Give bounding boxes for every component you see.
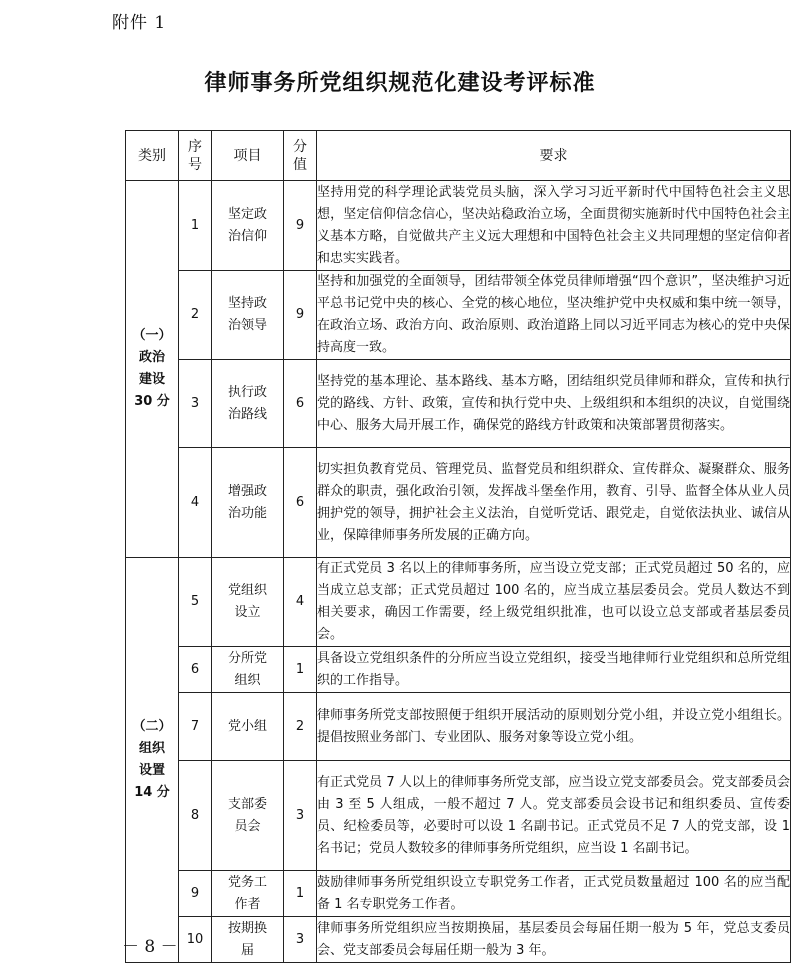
- item-cell: 支部委 员会: [212, 761, 284, 871]
- col-header-item: 项目: [212, 131, 284, 181]
- score-cell: 2: [284, 693, 317, 761]
- category-cell: （一） 政治 建设 30 分: [126, 181, 179, 558]
- table-row: [126, 693, 791, 761]
- table-row: [126, 917, 791, 963]
- seq-cell: 5: [179, 558, 212, 647]
- requirement-cell: 坚持党的基本理论、基本路线、基本方略，团结组织党员律师和群众，宣传和执行党的路线、方针、政策，宣传和执行党中央、上级组织和本组织的决议，自觉围绕中心、服务大局开展工作，确保党的路线方针政策和决策部署贯彻落实。: [317, 360, 791, 448]
- col-header-seq: 序 号: [179, 131, 212, 181]
- score-cell: 1: [284, 871, 317, 917]
- score-cell: 9: [284, 181, 317, 271]
- seq-cell: 2: [179, 271, 212, 360]
- category-cell: （二） 组织 设置 14 分: [126, 558, 179, 963]
- item-cell: 坚持政 治领导: [212, 271, 284, 360]
- requirement-cell: 律师事务所党支部按照便于组织开展活动的原则划分党小组，并设立党小组组长。提倡按照业务部门、专业团队、服务对象等设立党小组。: [317, 693, 791, 761]
- table-row: [126, 761, 791, 871]
- table-row: [126, 181, 791, 271]
- requirement-cell: 具备设立党组织条件的分所应当设立党组织，接受当地律师行业党组织和总所党组织的工作指导。: [317, 647, 791, 693]
- page-number: － 8 －: [122, 937, 178, 957]
- requirement-cell: 鼓励律师事务所党组织设立专职党务工作者，正式党员数量超过 100 名的应当配备 1 名专职党务工作者。: [317, 871, 791, 917]
- item-cell: 党组织 设立: [212, 558, 284, 647]
- attachment-label: 附件 1: [112, 13, 167, 33]
- table-row: [126, 558, 791, 647]
- seq-cell: 8: [179, 761, 212, 871]
- item-cell: 执行政 治路线: [212, 360, 284, 448]
- table-row: [126, 448, 791, 558]
- requirement-cell: 律师事务所党组织应当按期换届，基层委员会每届任期一般为 5 年，党总支委员会、党支部委员会每届任期一般为 3 年。: [317, 917, 791, 963]
- document-title: 律师事务所党组织规范化建设考评标准: [204, 71, 596, 96]
- score-cell: 6: [284, 448, 317, 558]
- requirement-cell: 切实担负教育党员、管理党员、监督党员和组织群众、宣传群众、凝聚群众、服务群众的职责，强化政治引领，发挥战斗堡垒作用，教育、引导、监督全体从业人员拥护党的领导，拥护社会主义法治，自觉听党话、跟党走，自觉依法执业、诚信从业，保障律师事务所发展的正确方向。: [317, 448, 791, 558]
- requirement-cell: 坚持和加强党的全面领导，团结带领全体党员律师增强“四个意识”，坚决维护习近平总书记党中央的核心、全党的核心地位，坚决维护党中央权威和集中统一领导，在政治立场、政治方向、政治原则、政治道路上同以习近平同志为核心的党中央保持高度一致。: [317, 271, 791, 360]
- seq-cell: 7: [179, 693, 212, 761]
- seq-cell: 10: [179, 917, 212, 963]
- standards-table: [125, 130, 791, 963]
- score-cell: 3: [284, 761, 317, 871]
- item-cell: 党务工 作者: [212, 871, 284, 917]
- col-header-score: 分 值: [284, 131, 317, 181]
- seq-cell: 3: [179, 360, 212, 448]
- item-cell: 党小组: [212, 693, 284, 761]
- item-cell: 坚定政 治信仰: [212, 181, 284, 271]
- table-row: [126, 360, 791, 448]
- score-cell: 3: [284, 917, 317, 963]
- seq-cell: 4: [179, 448, 212, 558]
- seq-cell: 9: [179, 871, 212, 917]
- col-header-requirement: 要求: [317, 131, 791, 181]
- table-header-row: [126, 131, 791, 181]
- requirement-cell: 坚持用党的科学理论武装党员头脑，深入学习习近平新时代中国特色社会主义思想，坚定信仰信念信心，坚决站稳政治立场，全面贯彻实施新时代中国特色社会主义基本方略，自觉做共产主义远大理想和中国特色社会主义共同理想的坚定信仰者和忠实实践者。: [317, 181, 791, 271]
- score-cell: 1: [284, 647, 317, 693]
- score-cell: 4: [284, 558, 317, 647]
- col-header-category: 类别: [126, 131, 179, 181]
- seq-cell: 1: [179, 181, 212, 271]
- item-cell: 分所党 组织: [212, 647, 284, 693]
- seq-cell: 6: [179, 647, 212, 693]
- requirement-cell: 有正式党员 7 人以上的律师事务所党支部，应当设立党支部委员会。党支部委员会由 3 至 5 人组成，一般不超过 7 人。党支部委员会设书记和组织委员、宣传委员、纪检委员等，必要时可以设 1 名副书记。正式党员不足 7 人的党支部，设 1 名书记；党员人数较多的律师事务所党组织，应当设 1 名副书记。: [317, 761, 791, 871]
- table-row: [126, 271, 791, 360]
- table-row: [126, 647, 791, 693]
- score-cell: 6: [284, 360, 317, 448]
- table-row: [126, 871, 791, 917]
- score-cell: 9: [284, 271, 317, 360]
- item-cell: 增强政 治功能: [212, 448, 284, 558]
- item-cell: 按期换 届: [212, 917, 284, 963]
- requirement-cell: 有正式党员 3 名以上的律师事务所，应当设立党支部；正式党员超过 50 名的，应当成立总支部；正式党员超过 100 名的，应当成立基层委员会。党员人数达不到相关要求，确因工作需要，经上级党组织批准，也可以设立总支部或者基层委员会。: [317, 558, 791, 647]
